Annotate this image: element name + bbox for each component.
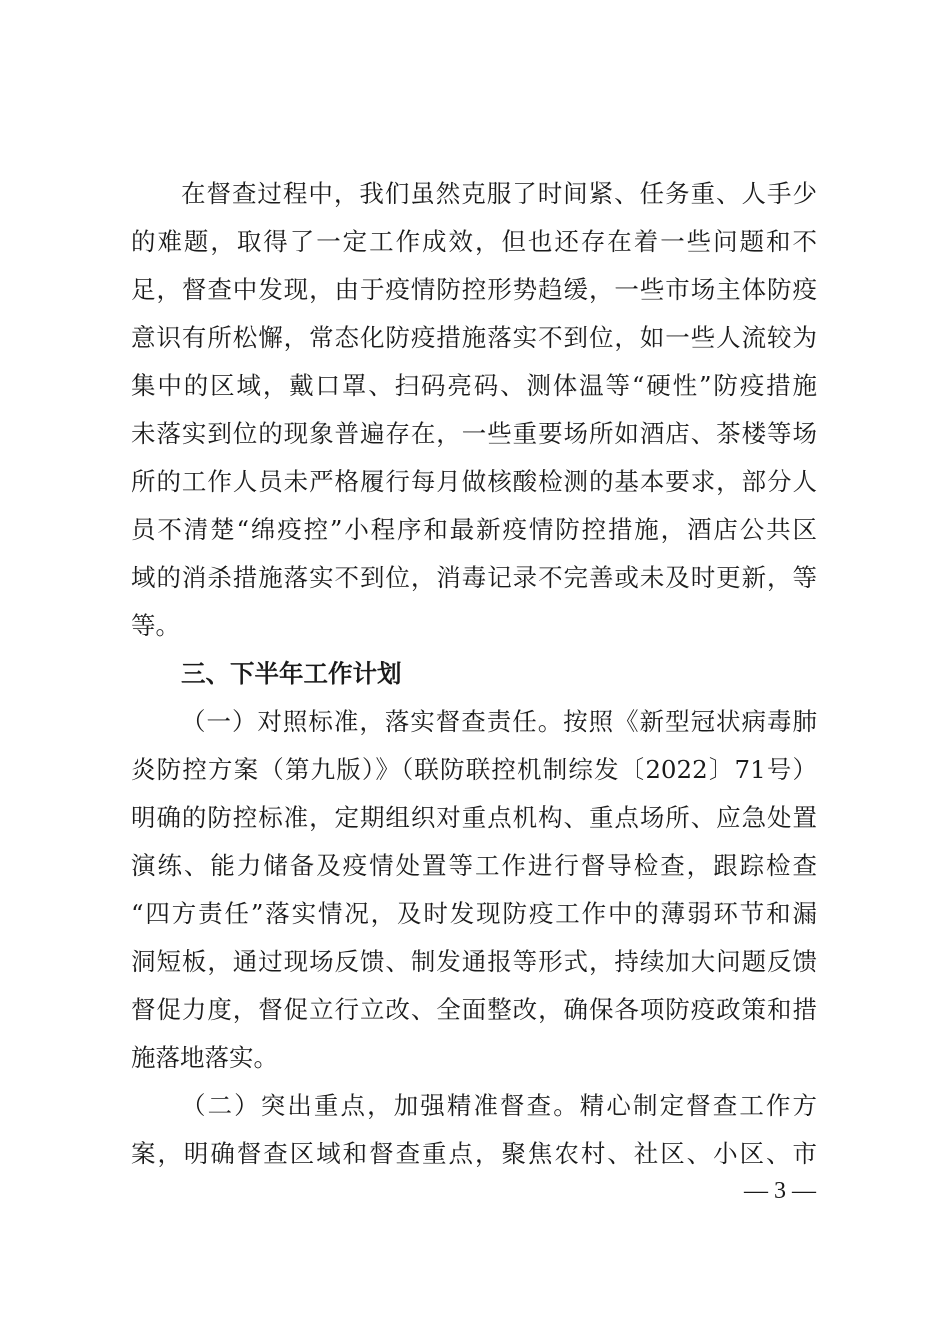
- paragraph-line: 的难题，取得了一定工作成效，但也还存在着一些问题和不: [131, 227, 817, 256]
- paragraph-line: 域的消杀措施落实不到位，消毒记录不完善或未及时更新，等: [131, 563, 817, 592]
- paragraph-line: 案，明确督查区域和督查重点，聚焦农村、社区、小区、市: [131, 1139, 817, 1168]
- paragraph-line: 所的工作人员未严格履行每月做核酸检测的基本要求，部分人: [131, 467, 817, 496]
- paragraph-line: 意识有所松懈，常态化防疫措施落实不到位，如一些人流较为: [131, 323, 817, 352]
- paragraph-line: （二）突出重点，加强精准督查。精心制定督查工作方: [181, 1091, 817, 1120]
- section-heading: 三、下半年工作计划: [181, 659, 402, 688]
- paragraph-line: “四方责任”落实情况，及时发现防疫工作中的薄弱环节和漏: [131, 899, 817, 928]
- paragraph-line: 等。: [131, 611, 180, 640]
- paragraph-line: 督促力度，督促立行立改、全面整改，确保各项防疫政策和措: [131, 995, 817, 1024]
- paragraph-line: 足，督查中发现，由于疫情防控形势趋缓，一些市场主体防疫: [131, 275, 817, 304]
- paragraph-line: 炎防控方案（第九版）》（联防联控机制综发〔2022〕71号）: [131, 755, 817, 784]
- paragraph-line: 在督查过程中，我们虽然克服了时间紧、任务重、人手少: [181, 179, 817, 208]
- paragraph-line: 未落实到位的现象普遍存在，一些重要场所如酒店、茶楼等场: [131, 419, 817, 448]
- page-number: — 3 —: [744, 1178, 816, 1204]
- paragraph-line: 集中的区域，戴口罩、扫码亮码、测体温等“硬性”防疫措施: [131, 371, 817, 400]
- paragraph-line: （一）对照标准，落实督查责任。按照《新型冠状病毒肺: [181, 707, 817, 736]
- paragraph-line: 施落地落实。: [131, 1043, 278, 1072]
- paragraph-line: 员不清楚“绵疫控”小程序和最新疫情防控措施，酒店公共区: [131, 515, 817, 544]
- paragraph-line: 演练、能力储备及疫情处置等工作进行督导检查，跟踪检查: [131, 851, 817, 880]
- paragraph-line: 明确的防控标准，定期组织对重点机构、重点场所、应急处置: [131, 803, 817, 832]
- paragraph-line: 洞短板，通过现场反馈、制发通报等形式，持续加大问题反馈: [131, 947, 817, 976]
